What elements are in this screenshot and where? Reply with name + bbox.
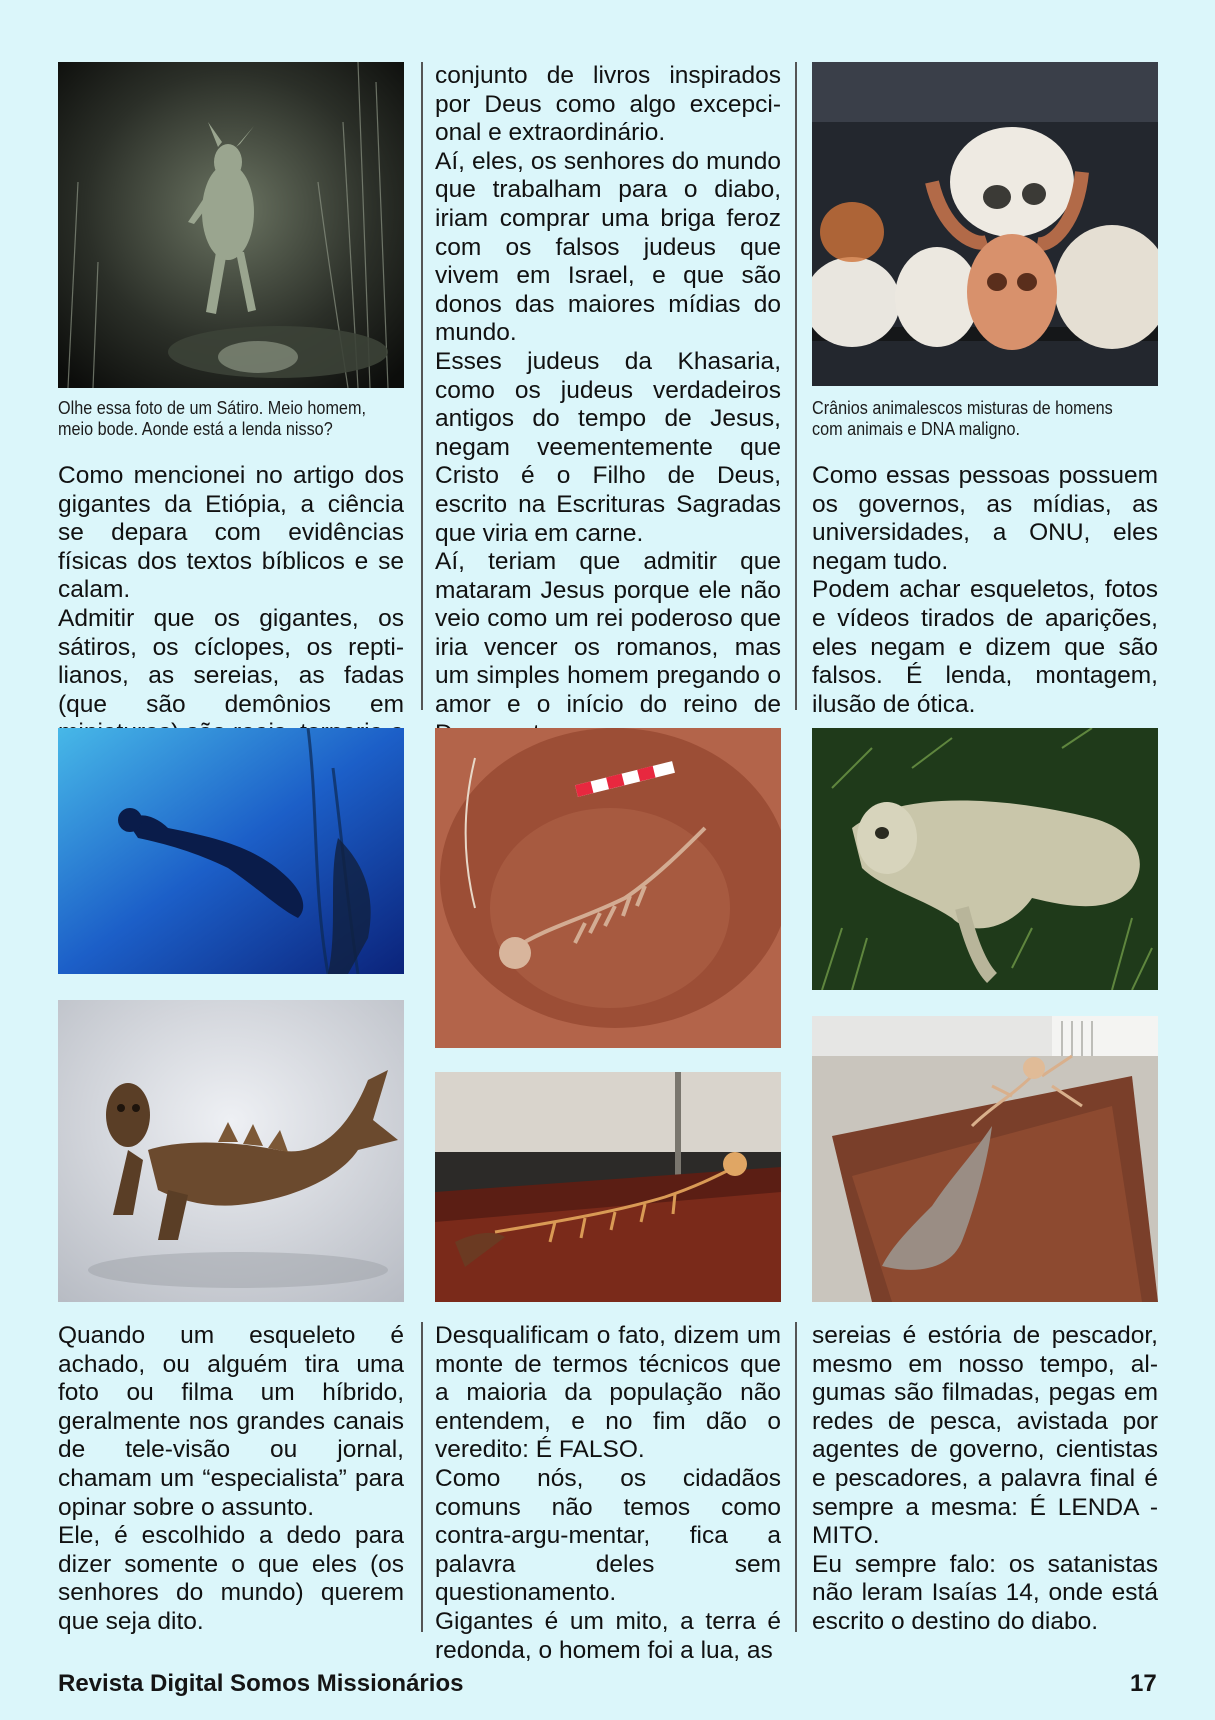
column-divider-right-top <box>795 62 797 710</box>
column-2-top-text <box>435 62 781 748</box>
column-divider-left-bottom <box>421 1322 423 1632</box>
excavated-skeleton-photo <box>435 728 781 1048</box>
satyr-caption-line-1: Olhe essa foto de um Sátiro. Meio homem, <box>58 398 366 418</box>
paragraph: Quando um esqueleto é achado, ou alguém tira uma foto ou filma um híbrido, geralmente nos grandes canais de tele-visão ou jornal, chamam um “especialista” para opinar sobre o assunto. <box>58 1322 404 1521</box>
paragraph: Ele, é escolhido a dedo para dizer somente o que eles (os senhores do mundo) querem que seja dito. <box>58 1522 404 1635</box>
satyr-caption-line-2: meio bode. Aonde está a lenda nisso? <box>58 419 333 439</box>
museum-skeleton-display-photo <box>435 1072 781 1302</box>
skulls-photo <box>812 62 1158 386</box>
paragraph: Desqualificam o fato, dizem um monte de termos técnicos que a maioria da população não entendem, e no fim dão o veredito: É FALSO. <box>435 1322 781 1464</box>
museum-mermaid-skeleton-photo <box>812 1016 1158 1302</box>
underwater-mermaid-photo <box>58 728 404 974</box>
paragraph: Como mencionei no artigo dos gigantes da Etiópia, a ciência se depara com evidências físicas dos textos bíblicos e se calam. <box>58 462 404 604</box>
skulls-caption-line-2: com animais e DNA maligno. <box>812 419 1020 439</box>
column-divider-right-bottom <box>795 1322 797 1632</box>
paragraph: Admitir que os gigantes, os sátiros, os cíclopes, os repti-lianos, as sereias, as fadas (que são demônios em <box>58 604 404 718</box>
paragraph: conjunto de livros inspirados por Deus como algo excepci-onal e extraordinário. <box>435 62 781 147</box>
column-2-bottom-text <box>435 1322 781 1665</box>
paragraph: Como essas pessoas possuem os governos, as mídias, as universidades, a ONU, eles negam tudo. <box>812 462 1158 575</box>
column-1-bottom-text <box>58 1322 404 1637</box>
creature-on-grass-photo <box>812 728 1158 990</box>
paragraph: Esses judeus da Khasaria, como os judeus verdadeiros antigos do tempo de Jesus, negam veementemente que Cristo é o Filho de Deus, escrito na Escrituras Sagradas que viria em carne. <box>435 347 781 547</box>
column-divider-left-top <box>421 62 423 710</box>
magazine-title: Revista Digital Somos Missionários <box>58 1670 464 1697</box>
paragraph: Podem achar esqueletos, fotos e vídeos tirados de aparições, eles negam e dizem que são falsos. É lenda, montagem, ilusão de ótica. <box>812 576 1158 718</box>
paragraph: Eu sempre falo: os satanistas não leram Isaías 14, onde está escrito o destino do diabo. <box>812 1550 1158 1635</box>
paragraph: Como nós, os cidadãos comuns não temos como contra-argu-mentar, fica a palavra deles sem questionamento. <box>435 1464 781 1607</box>
page-number: 17 <box>1130 1670 1157 1697</box>
column-3-top-text <box>812 462 1158 719</box>
paragraph: sereias é estória de pescador, mesmo em nosso tempo, al-gumas são filmadas, pegas em redes de pesca, avistada por agentes de governo, cientistas e pescadores, a palavra final é sempre a mesma: É LENDA - MITO. <box>812 1322 1158 1550</box>
dried-mermaid-artifact-photo <box>58 1000 404 1302</box>
column-3-bottom-text <box>812 1322 1158 1637</box>
paragraph: Aí, teriam que admitir que mataram Jesus porque ele não veio como um rei poderoso que iria vencer os romanos, mas um simples homem pregando o amor e o início do reino de <box>435 548 781 719</box>
skulls-caption-line-1: Crânios animalescos misturas de homens <box>812 398 1113 418</box>
paragraph: Gigantes é um mito, a terra é redonda, o homem foi a lua, as <box>435 1607 781 1664</box>
satyr-photo <box>58 62 404 388</box>
paragraph: Aí, eles, os senhores do mundo que trabalham para o diabo, iriam comprar uma briga feroz com os falsos judeus que vivem em Israel, e que são donos das maiores mídias do mundo. <box>435 147 781 347</box>
